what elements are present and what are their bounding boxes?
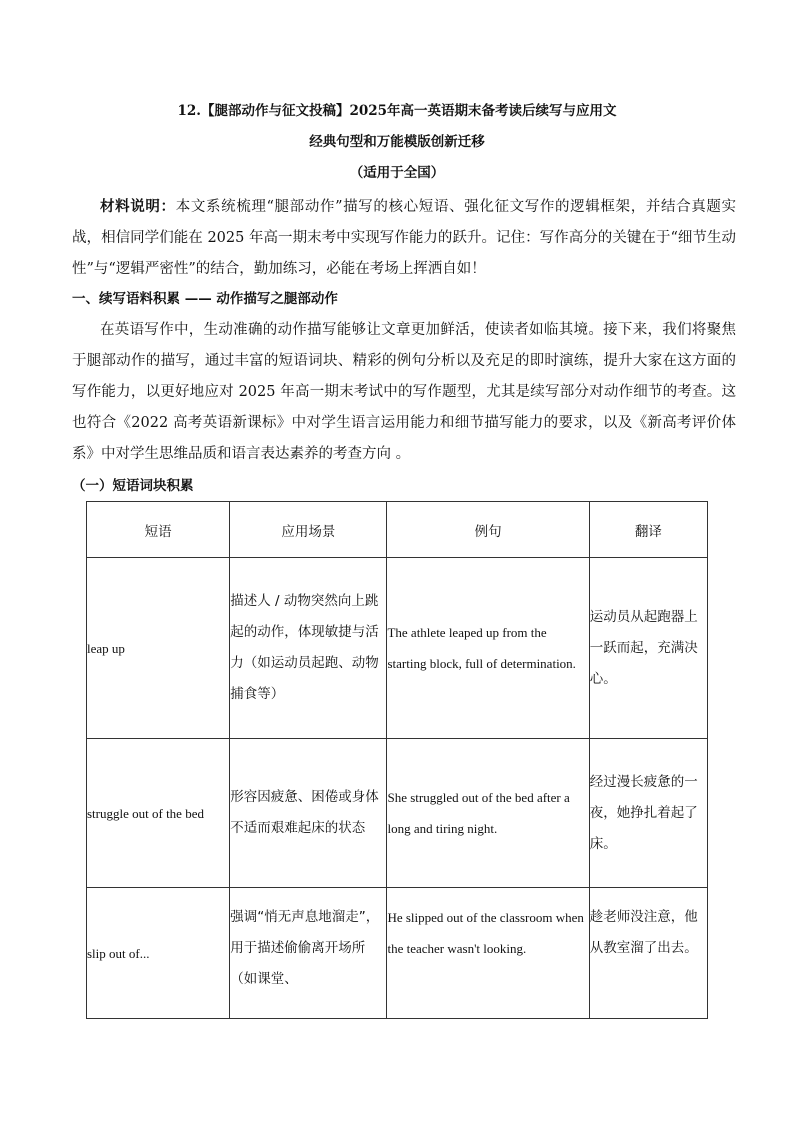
example-cell: The athlete leaped up from the starting block, full of determination. <box>387 558 589 739</box>
translation-cell: 趁老师没注意，他从教室溜了出去。 <box>589 888 707 1019</box>
section-1-paragraph: 在英语写作中，生动准确的动作描写能够让文章更加鲜活，使读者如临其境。接下来，我们将聚焦于腿部动作的描写，通过丰富的短语词块、精彩的例句分析以及充足的即时演练，提升大家在这方面的写作能力，以更好地应对 2025 年高一期末考试中的写作题型，尤其是续写部分对动作细节的考查。这也符合《2022 高考英语新课标》中对学生语言运用能力和细节描写能力的要求，以及《新高考评价体系》中对学生思维品质和语言表达素养的考查方向 。 <box>72 322 736 462</box>
subsection-heading-1: （一）短语词块积累 <box>72 478 194 494</box>
document-title-line1: 12.【腿部动作与征文投稿】2025年高一英语期末备考读后续写与应用文 <box>177 103 617 119</box>
table-row <box>87 739 708 888</box>
column-header-example: 例句 <box>387 502 589 558</box>
translation-cell: 运动员从起跑器上一跃而起，充满决心。 <box>589 558 707 739</box>
example-cell: She struggled out of the bed after a long and tiring night. <box>387 739 589 888</box>
document-title-line2: 经典句型和万能模版创新迁移 <box>309 134 485 150</box>
document-scope: （适用于全国） <box>349 165 445 181</box>
phrase-cell: leap up <box>87 558 230 739</box>
column-header-scene: 应用场景 <box>230 502 387 558</box>
table-header-row <box>87 502 708 558</box>
example-cell: He slipped out of the classroom when the teacher wasn't looking. <box>387 888 589 1019</box>
material-description-lead: 材料说明： <box>100 198 176 215</box>
column-header-translation: 翻译 <box>589 502 707 558</box>
column-header-phrase: 短语 <box>87 502 230 558</box>
table-row <box>87 888 708 1019</box>
scene-cell: 描述人 / 动物突然向上跳起的动作，体现敏捷与活力（如运动员起跑、动物捕食等） <box>230 558 387 739</box>
translation-cell: 经过漫长疲惫的一夜，她挣扎着起了床。 <box>589 739 707 888</box>
material-description-body: 本文系统梳理“腿部动作”描写的核心短语、强化征文写作的逻辑框架，并结合真题实战，相信同学们能在 2025 年高一期末考中实现写作能力的跃升。记住：写作高分的关键在于“细节生动性”与“逻辑严密性”的结合，勤加练习，必能在考场上挥洒自如！ <box>72 199 737 277</box>
scene-cell: 形容因疲惫、困倦或身体不适而艰难起床的状态 <box>230 739 387 888</box>
phrase-cell: struggle out of the bed <box>87 739 230 888</box>
phrase-table <box>86 501 708 1019</box>
table-row <box>87 558 708 739</box>
scene-cell: 强调“悄无声息地溜走”，用于描述偷偷离开场所（如课堂、 <box>230 888 387 1019</box>
material-description <box>72 191 736 285</box>
phrase-cell: slip out of... <box>87 888 230 1019</box>
section-heading-1: 一、续写语料积累 —— 动作描写之腿部动作 <box>72 291 338 307</box>
